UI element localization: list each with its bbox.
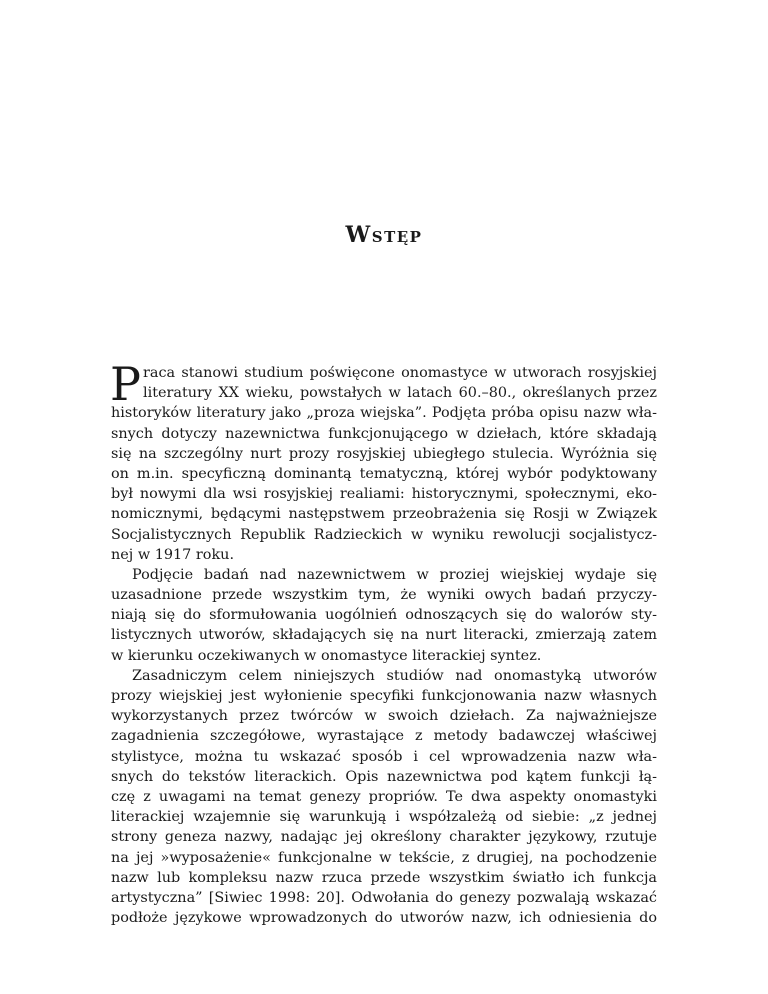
text-line: wykorzystanych przez twórców w swoich dziełach. Za najważniejsze — [111, 708, 657, 725]
text-line: listycznych utworów, składających się na nurt literacki, zmierzają zatem — [111, 627, 657, 644]
text-line: snych dotyczy nazewnictwa funkcjonującego w dziełach, które składają — [111, 425, 657, 442]
text-line: stylistyce, można tu wskazać sposób i cel wprowadzenia nazw wła- — [111, 748, 657, 765]
text-line: zagadnienia szczegółowe, wyrastające z metody badawczej właściwej — [111, 728, 657, 745]
text-line: literatury XX wieku, powstałych w latach 60.–80., określanych przez — [143, 385, 657, 402]
text-line: się na szczególny nurt prozy rosyjskiej ubiegłego stulecia. Wyróżnia się — [111, 445, 657, 462]
text-line: literackiej wzajemnie się warunkują i współzależą od siebie: „z jednej — [111, 809, 657, 826]
text-line: on m.in. specyficzną dominantą tematyczną, której wybór podyktowany — [111, 465, 657, 482]
text-line: podłoże językowe wprowadzonych do utworów nazw, ich odniesienia do — [111, 910, 657, 927]
text-line: nej w 1917 roku. — [111, 546, 235, 563]
text-line: na jej »wyposażenie« funkcjonalne w tekście, z drugiej, na pochodzenie — [111, 849, 657, 866]
text-line: nomicznymi, będącymi następstwem przeobrażenia się Rosji w Związek — [111, 506, 657, 523]
drop-cap: P — [110, 357, 141, 411]
text-line: Zasadniczym celem niniejszych studiów nad onomastyką utworów — [132, 667, 657, 684]
text-line: niają się do sformułowania uogólnień odnoszących się do walorów sty- — [111, 607, 657, 624]
text-line: był nowymi dla wsi rosyjskiej realiami: historycznymi, społecznymi, eko- — [111, 486, 657, 503]
text-line: Podjęcie badań nad nazewnictwem w proziej wiejskiej wydaje się — [132, 566, 657, 583]
text-line: Socjalistycznych Republik Radzieckich w wyniku rewolucji socjalistycz- — [111, 526, 657, 543]
text-line: w kierunku oczekiwanych w onomastyce literackiej syntez. — [111, 647, 542, 664]
text-line: snych do tekstów literackich. Opis nazewnictwa pod kątem funkcji łą- — [111, 768, 657, 785]
chapter-title: Wstęp — [345, 222, 423, 248]
text-line: artystyczna” [Siwiec 1998: 20]. Odwołania do genezy pozwalają wskazać — [111, 889, 657, 906]
text-line: historyków literatury jako „proza wiejska”. Podjęta próba opisu nazw wła- — [111, 405, 657, 422]
text-line: nazw lub kompleksu nazw rzuca przede wszystkim światło ich funkcja — [111, 869, 657, 886]
body-text — [110, 357, 657, 928]
text-line: strony geneza nazwy, nadając jej określony charakter językowy, rzutuje — [111, 829, 657, 846]
text-line: uzasadnione przede wszystkim tym, że wyniki owych badań przyczy- — [111, 587, 657, 604]
text-line: czę z uwagami na temat genezy propriów. Te dwa aspekty onomastyki — [111, 788, 657, 805]
text-line: raca stanowi studium poświęcone onomastyce w utworach rosyjskiej — [143, 365, 657, 381]
text-line: prozy wiejskiej jest wyłonienie specyfiki funkcjonowania nazw własnych — [111, 688, 657, 704]
